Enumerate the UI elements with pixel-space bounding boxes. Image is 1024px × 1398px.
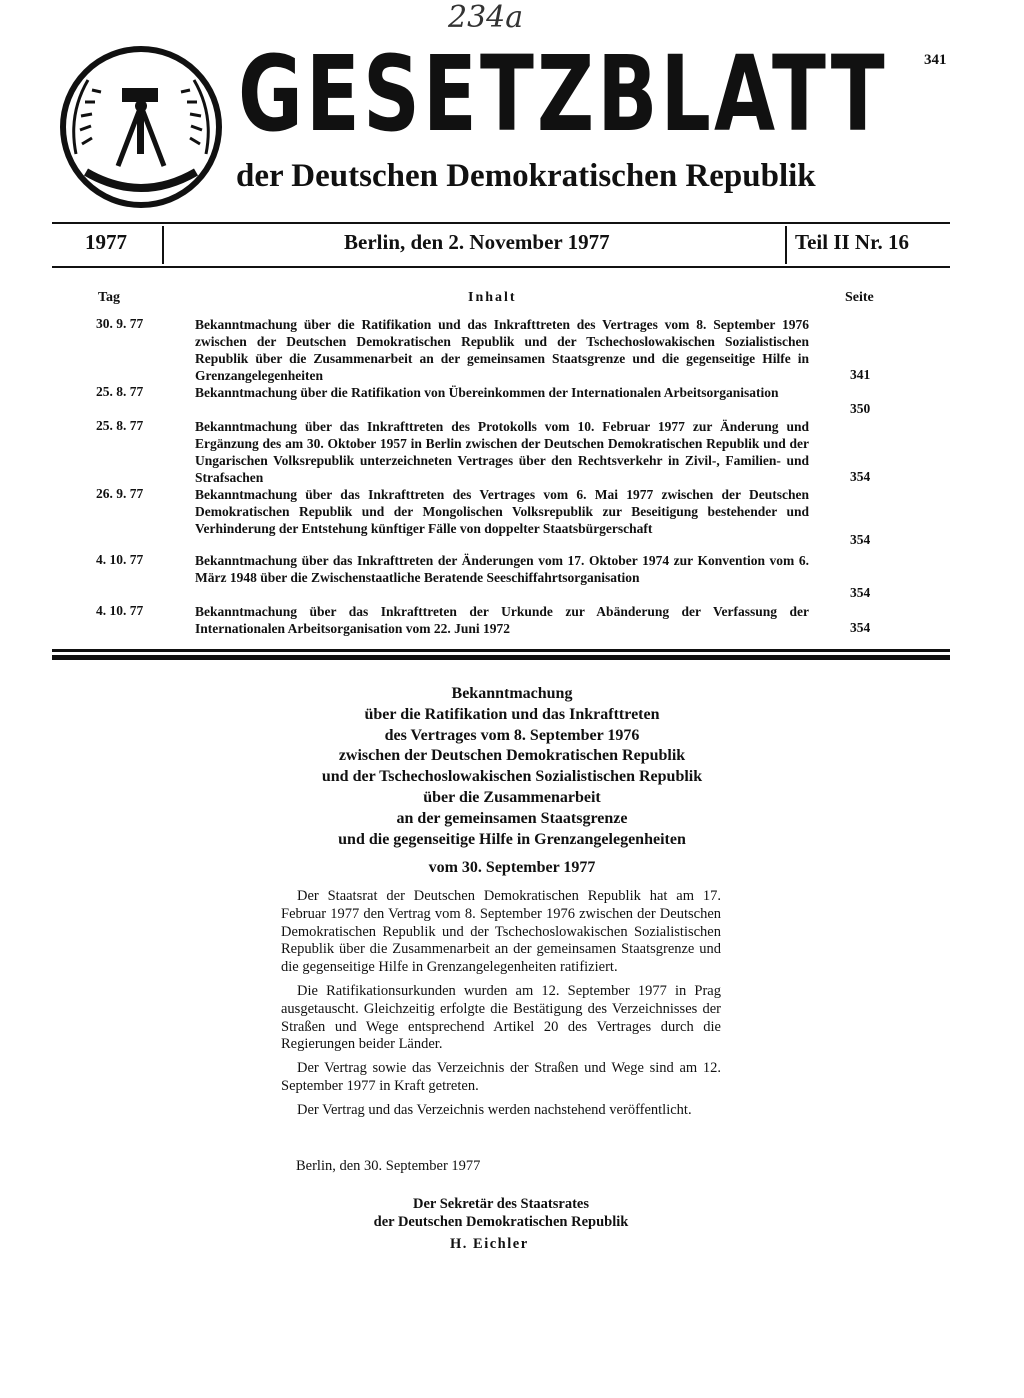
issue-bar-top-rule	[52, 222, 950, 224]
signer-title-line: Der Sekretär des Staatsrates	[413, 1196, 589, 1212]
heading-line: Bekanntmachung	[451, 685, 573, 702]
entry-page: 350	[850, 401, 871, 416]
entry-page: 354	[850, 585, 871, 600]
entry-page: 354	[850, 620, 871, 635]
announcement-heading	[212, 684, 812, 850]
entry-text: Bekanntmachung über das Inkrafttreten der Änderungen vom 17. Oktober 1974 zur Konvention vom 6. März 1948 über die Zwischenstaatliche Beratende Seeschiffahrtsorganisation	[195, 553, 809, 585]
body-paragraph: Der Vertrag sowie das Verzeichnis der Straßen und Wege sind am 12. September 1977 in Kraft getreten.	[281, 1060, 721, 1094]
announcement-body	[281, 888, 721, 1126]
contents-col-page: Seite	[845, 290, 874, 305]
signoff-place-date: Berlin, den 30. September 1977	[296, 1158, 481, 1174]
heading-line: an der gemeinsamen Staatsgrenze	[396, 809, 628, 827]
signer-title	[281, 1196, 721, 1231]
entry-date: 26. 9. 77	[96, 486, 144, 501]
contents-end-rule-thick	[52, 655, 950, 660]
state-emblem-icon	[58, 44, 224, 210]
masthead-title: GESETZBLATT	[238, 33, 888, 155]
heading-line: und der Tschechoslowakischen Sozialistischen Republik	[321, 768, 703, 786]
announcement-date: vom 30. September 1977	[428, 859, 596, 876]
entry-page: 354	[850, 532, 871, 547]
issue-year: 1977	[85, 230, 127, 254]
handwritten-note: 234a	[448, 0, 524, 35]
heading-line: über die Ratifikation und das Inkrafttreten	[364, 705, 660, 723]
issue-date: Berlin, den 2. November 1977	[344, 230, 610, 254]
contents-end-rule	[52, 649, 950, 652]
entry-date: 4. 10. 77	[96, 603, 144, 618]
entry-date: 30. 9. 77	[96, 316, 144, 331]
entry-page: 354	[850, 469, 871, 484]
entry-page: 341	[850, 367, 871, 382]
entry-text: Bekanntmachung über die Ratifikation und das Inkrafttreten des Vertrages vom 8. September 1976 zwischen der Deutschen Demokratischen Republik und der Tschechoslowakischen Sozialistischen Republik über die Zusammenarbeit an der gemeinsamen Staatsgrenze und die gegenseitige Hilfe in Grenzangelegenheiten	[195, 317, 809, 383]
entry-text: Bekanntmachung über das Inkrafttreten des Vertrages vom 6. Mai 1977 zwischen der Deutschen Demokratischen Republik und der Mongolischen Volksrepublik zur Beseitigung bestehender und Verhinderung der Entstehung künftiger Fälle von doppelter Staatsbürgerschaft	[195, 487, 809, 536]
masthead-subtitle: der Deutschen Demokratischen Republik	[236, 158, 816, 194]
entry-text: Bekanntmachung über das Inkrafttreten der Urkunde zur Abänderung der Verfassung der Internationalen Arbeitsorganisation vom 22. Juni 1972	[195, 604, 809, 636]
issue-bar-bottom-rule	[52, 266, 950, 268]
signer-title-line: der Deutschen Demokratischen Republik	[373, 1213, 629, 1230]
heading-line: über die Zusammenarbeit	[423, 788, 601, 806]
issue-bar-divider	[785, 226, 787, 264]
signer-name: H. Eichler	[450, 1236, 529, 1252]
entry-text: Bekanntmachung über das Inkrafttreten des Protokolls vom 10. Februar 1977 zur Änderung und Ergänzung des am 30. Oktober 1957 in Berlin zwischen der Deutschen Demokratischen Republik und der Ungarischen Volksrepublik unterzeichneten Vertrages über den Rechtsverkehr in Zivil-, Familien- und Strafsachen	[195, 419, 809, 485]
entry-date: 25. 8. 77	[96, 384, 144, 399]
body-paragraph: Die Ratifikationsurkunden wurden am 12. September 1977 in Prag ausgetauscht. Gleichzeitig erfolgte die Bestätigung des Verzeichnisses der Straßen und Wege entsprechend Artikel 20 des Vertrages durch die Regierungen beider Länder.	[281, 982, 721, 1053]
issue-part: Teil II Nr. 16	[795, 230, 909, 254]
heading-line: und die gegenseitige Hilfe in Grenzangelegenheiten	[338, 830, 686, 848]
issue-bar-divider	[162, 226, 164, 264]
heading-line: des Vertrages vom 8. September 1976	[384, 726, 640, 744]
heading-line: zwischen der Deutschen Demokratischen Republik	[338, 747, 686, 765]
body-paragraph: Der Staatsrat der Deutschen Demokratischen Republik hat am 17. Februar 1977 den Vertrag vom 8. September 1976 zwischen der Deutschen Demokratischen Republik und der Tschechoslowakischen Sozialistischen Republik über die Zusammenarbeit an der gemeinsamen Staatsgrenze und die gegenseitige Hilfe in Grenzangelegenheiten ratifiziert.	[281, 888, 721, 976]
entry-date: 25. 8. 77	[96, 418, 144, 433]
page-number: 341	[924, 52, 947, 68]
contents-col-day: Tag	[98, 290, 121, 305]
body-paragraph: Der Vertrag und das Verzeichnis werden nachstehend veröffentlicht.	[297, 1101, 692, 1118]
entry-date: 4. 10. 77	[96, 552, 144, 567]
entry-text: Bekanntmachung über die Ratifikation von Übereinkommen der Internationalen Arbeitsorganisation	[195, 385, 779, 400]
contents-col-content: Inhalt	[468, 290, 517, 305]
